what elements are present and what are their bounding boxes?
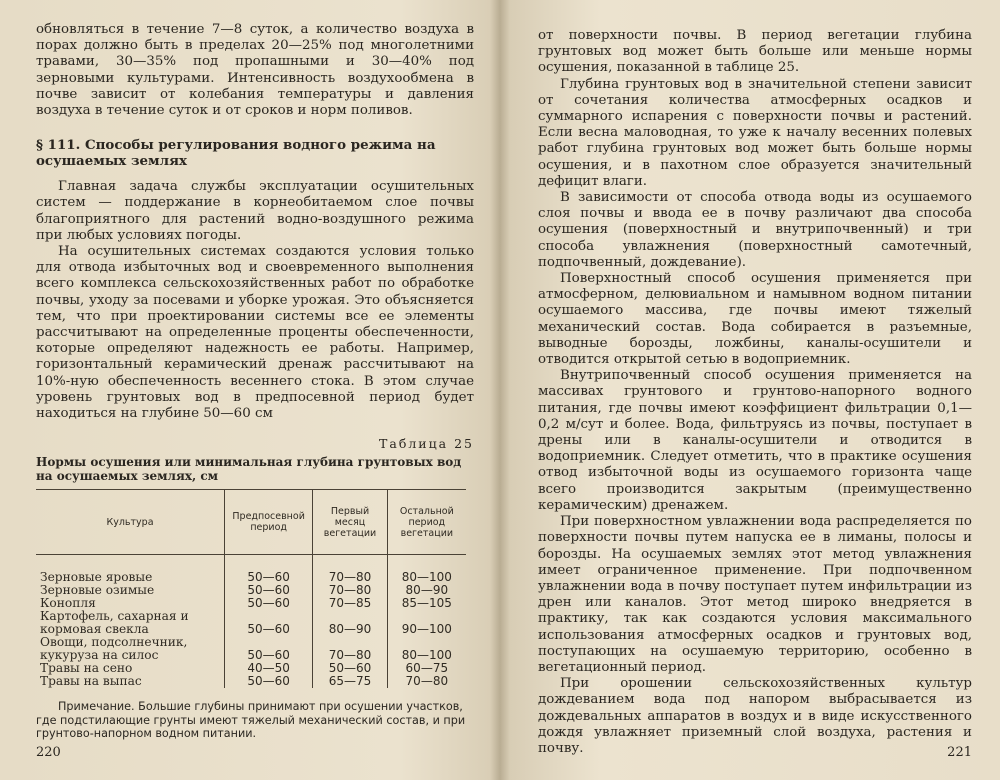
- table-cell: 80—100: [387, 636, 466, 662]
- table-header-cell: Первый месяц вегетации: [313, 490, 387, 555]
- table-header-cell: Культура: [36, 490, 225, 555]
- table-cell: 50—60: [225, 571, 313, 584]
- paragraph: На осушительных системах создаются условия только для отвода избыточных вод и своевременного выполнения всего комплекса сельскохозяйственных работ по обработке почвы, уходу за посевами и уборке урожая. Это объясняется тем, что при проектировании системы все ее элементы рассчитывают на определенные проценты обеспеченности, которые определяют надежность ее работы. Например, горизонтальный керамический дренаж рассчитывают на 10%-ную обеспеченность весеннего стока. В этом случае уровень грунтовых вод в предпосевной период будет находиться на глубине 50—60 см: [36, 244, 474, 422]
- paragraph: При поверхностном увлажнении вода распределяется по поверхности почвы путем напуска ее в лиманы, полосы и борозды. На осушаемых землях этот метод увлажнения имеет ограниченное применение. При подпочвенном увлажнении вода в почву поступает путем инфильтрации из дрен или каналов. Этот метод широко внедряется в практику, так как создаются условия максимального использования атмосферных осадков и грунтовых вод, поступающих на осушаемую территорию, особенно в вегетационный период.: [538, 514, 972, 675]
- table-cell: 50—60: [225, 584, 313, 597]
- table-cell: 70—80: [387, 675, 466, 688]
- paragraph: Поверхностный способ осушения применяется при атмосферном, делювиальном и намывном водном питании осушаемого массива, где почвы имеют тяжелый механический состав. Вода собирается в разъемные, выводные борозды, ложбины, каналы-осушители и отводится открытой сетью в водоприемник.: [538, 271, 972, 368]
- paragraph: При орошении сельскохозяйственных культур дождеванием вода под напором выбрасывается из дождевальных аппаратов в воздух и в виде искусственного дождя увлажняет приземный слой воздуха, растения и почву.: [538, 676, 972, 756]
- table-spacer: [36, 555, 466, 572]
- table-cell: 65—75: [313, 675, 387, 688]
- table-cell: Травы на выпас: [40, 674, 142, 689]
- page-number: 220: [36, 745, 61, 760]
- paragraph: В зависимости от способа отвода воды из осушаемого слоя почвы и ввода ее в почву различают два способа осушения (поверхностный и внутрипочвенный) и три способа увлажнения (поверхностный самотечный, подпочвенный, дождевание).: [538, 190, 972, 270]
- table-label: Таблица 25: [379, 436, 474, 452]
- table-header-cell: Остальной период вегетации: [387, 490, 466, 555]
- table-note: Примечание. Большие глубины принимают при осушении участков, где подстилающие грунты имеют тяжелый механический состав, и при грунтово-напорном водном питании.: [36, 700, 466, 741]
- table-header-cell: Предпосевной период: [225, 490, 313, 555]
- table-cell: 80—90: [387, 584, 466, 597]
- paragraph: Главная задача службы эксплуатации осушительных систем — поддержание в корнеобитаемом слое почвы благоприятного для растений водно-воздушного режима при любых условиях погоды.: [36, 179, 474, 243]
- table-row: [36, 636, 466, 662]
- table-cell: 90—100: [387, 610, 466, 636]
- table-cell: 80—100: [387, 571, 466, 584]
- table-cell: Конопля: [40, 596, 96, 611]
- table-row: [36, 675, 466, 688]
- table-cell: Картофель, сахарная и кормовая свекла: [40, 609, 189, 637]
- paragraph: Глубина грунтовых вод в значительной степени зависит от сочетания количества атмосферных осадков и суммарного испарения с поверхности почвы и растений. Если весна маловодная, то уже к началу весенних полевых работ глубина грунтовых вод может быть больше нормы осушения, и в пахотном слое образуется значительный дефицит влаги.: [538, 76, 972, 189]
- table-cell: Зерновые яровые: [40, 570, 153, 585]
- table-row: [36, 610, 466, 636]
- table-cell: 60—75: [387, 662, 466, 675]
- table-cell: 50—60: [225, 675, 313, 688]
- table-cell: 85—105: [387, 597, 466, 610]
- page-number: 221: [947, 745, 972, 760]
- section-title: § 111. Способы регулирования водного режима на осушаемых землях: [36, 137, 436, 170]
- table-cell: 50—60: [225, 597, 313, 610]
- table-cell: 50—60: [313, 662, 387, 675]
- table-caption: Нормы осушения или минимальная глубина грунтовых вод на осушаемых землях, см: [36, 455, 462, 484]
- drainage-norms-table: [36, 489, 466, 688]
- paragraph: Внутрипочвенный способ осушения применяется на массивах грунтового и грунтово-напорного водного питания, где почвы имеют коэффициент фильтрации 0,1—0,2 м/сут и более. Вода, фильтруясь из почвы, поступает в дрены или в каналы-осушители и отводится в водоприемник. Следует отметить, что в практике осушения отвод избыточной воды из осушаемого горизонта чаще всего производится закрытым (преимущественно керамическим) дренажем.: [538, 368, 972, 513]
- table-cell: Овощи, подсолнечник, кукуруза на силос: [40, 635, 188, 663]
- table-cell: 50—60: [225, 610, 313, 636]
- table-cell: 50—60: [225, 636, 313, 662]
- table-cell: Зерновые озимые: [40, 583, 155, 598]
- table-cell: 80—90: [313, 610, 387, 636]
- table-header-row: [36, 490, 466, 555]
- left-page: [0, 0, 498, 780]
- paragraph: от поверхности почвы. В период вегетации глубина грунтовых вод может быть больше или меньше нормы осушения, показанной в таблице 25.: [538, 28, 972, 76]
- table-cell: 40—50: [225, 662, 313, 675]
- table-cell: 70—80: [313, 584, 387, 597]
- right-page: [502, 0, 1000, 780]
- table-cell: 70—85: [313, 597, 387, 610]
- table-cell: 70—80: [313, 571, 387, 584]
- table-cell: Травы на сено: [40, 661, 133, 676]
- paragraph: обновляться в течение 7—8 суток, а количество воздуха в порах должно быть в пределах 20—25% под многолетними травами, 30—35% под пропашными и 30—40% под зерновыми культурами. Интенсивность воздухообмена в почве зависит от колебания температуры и давления воздуха в течение суток и от сроков и норм поливов.: [36, 22, 474, 119]
- table-cell: 70—80: [313, 636, 387, 662]
